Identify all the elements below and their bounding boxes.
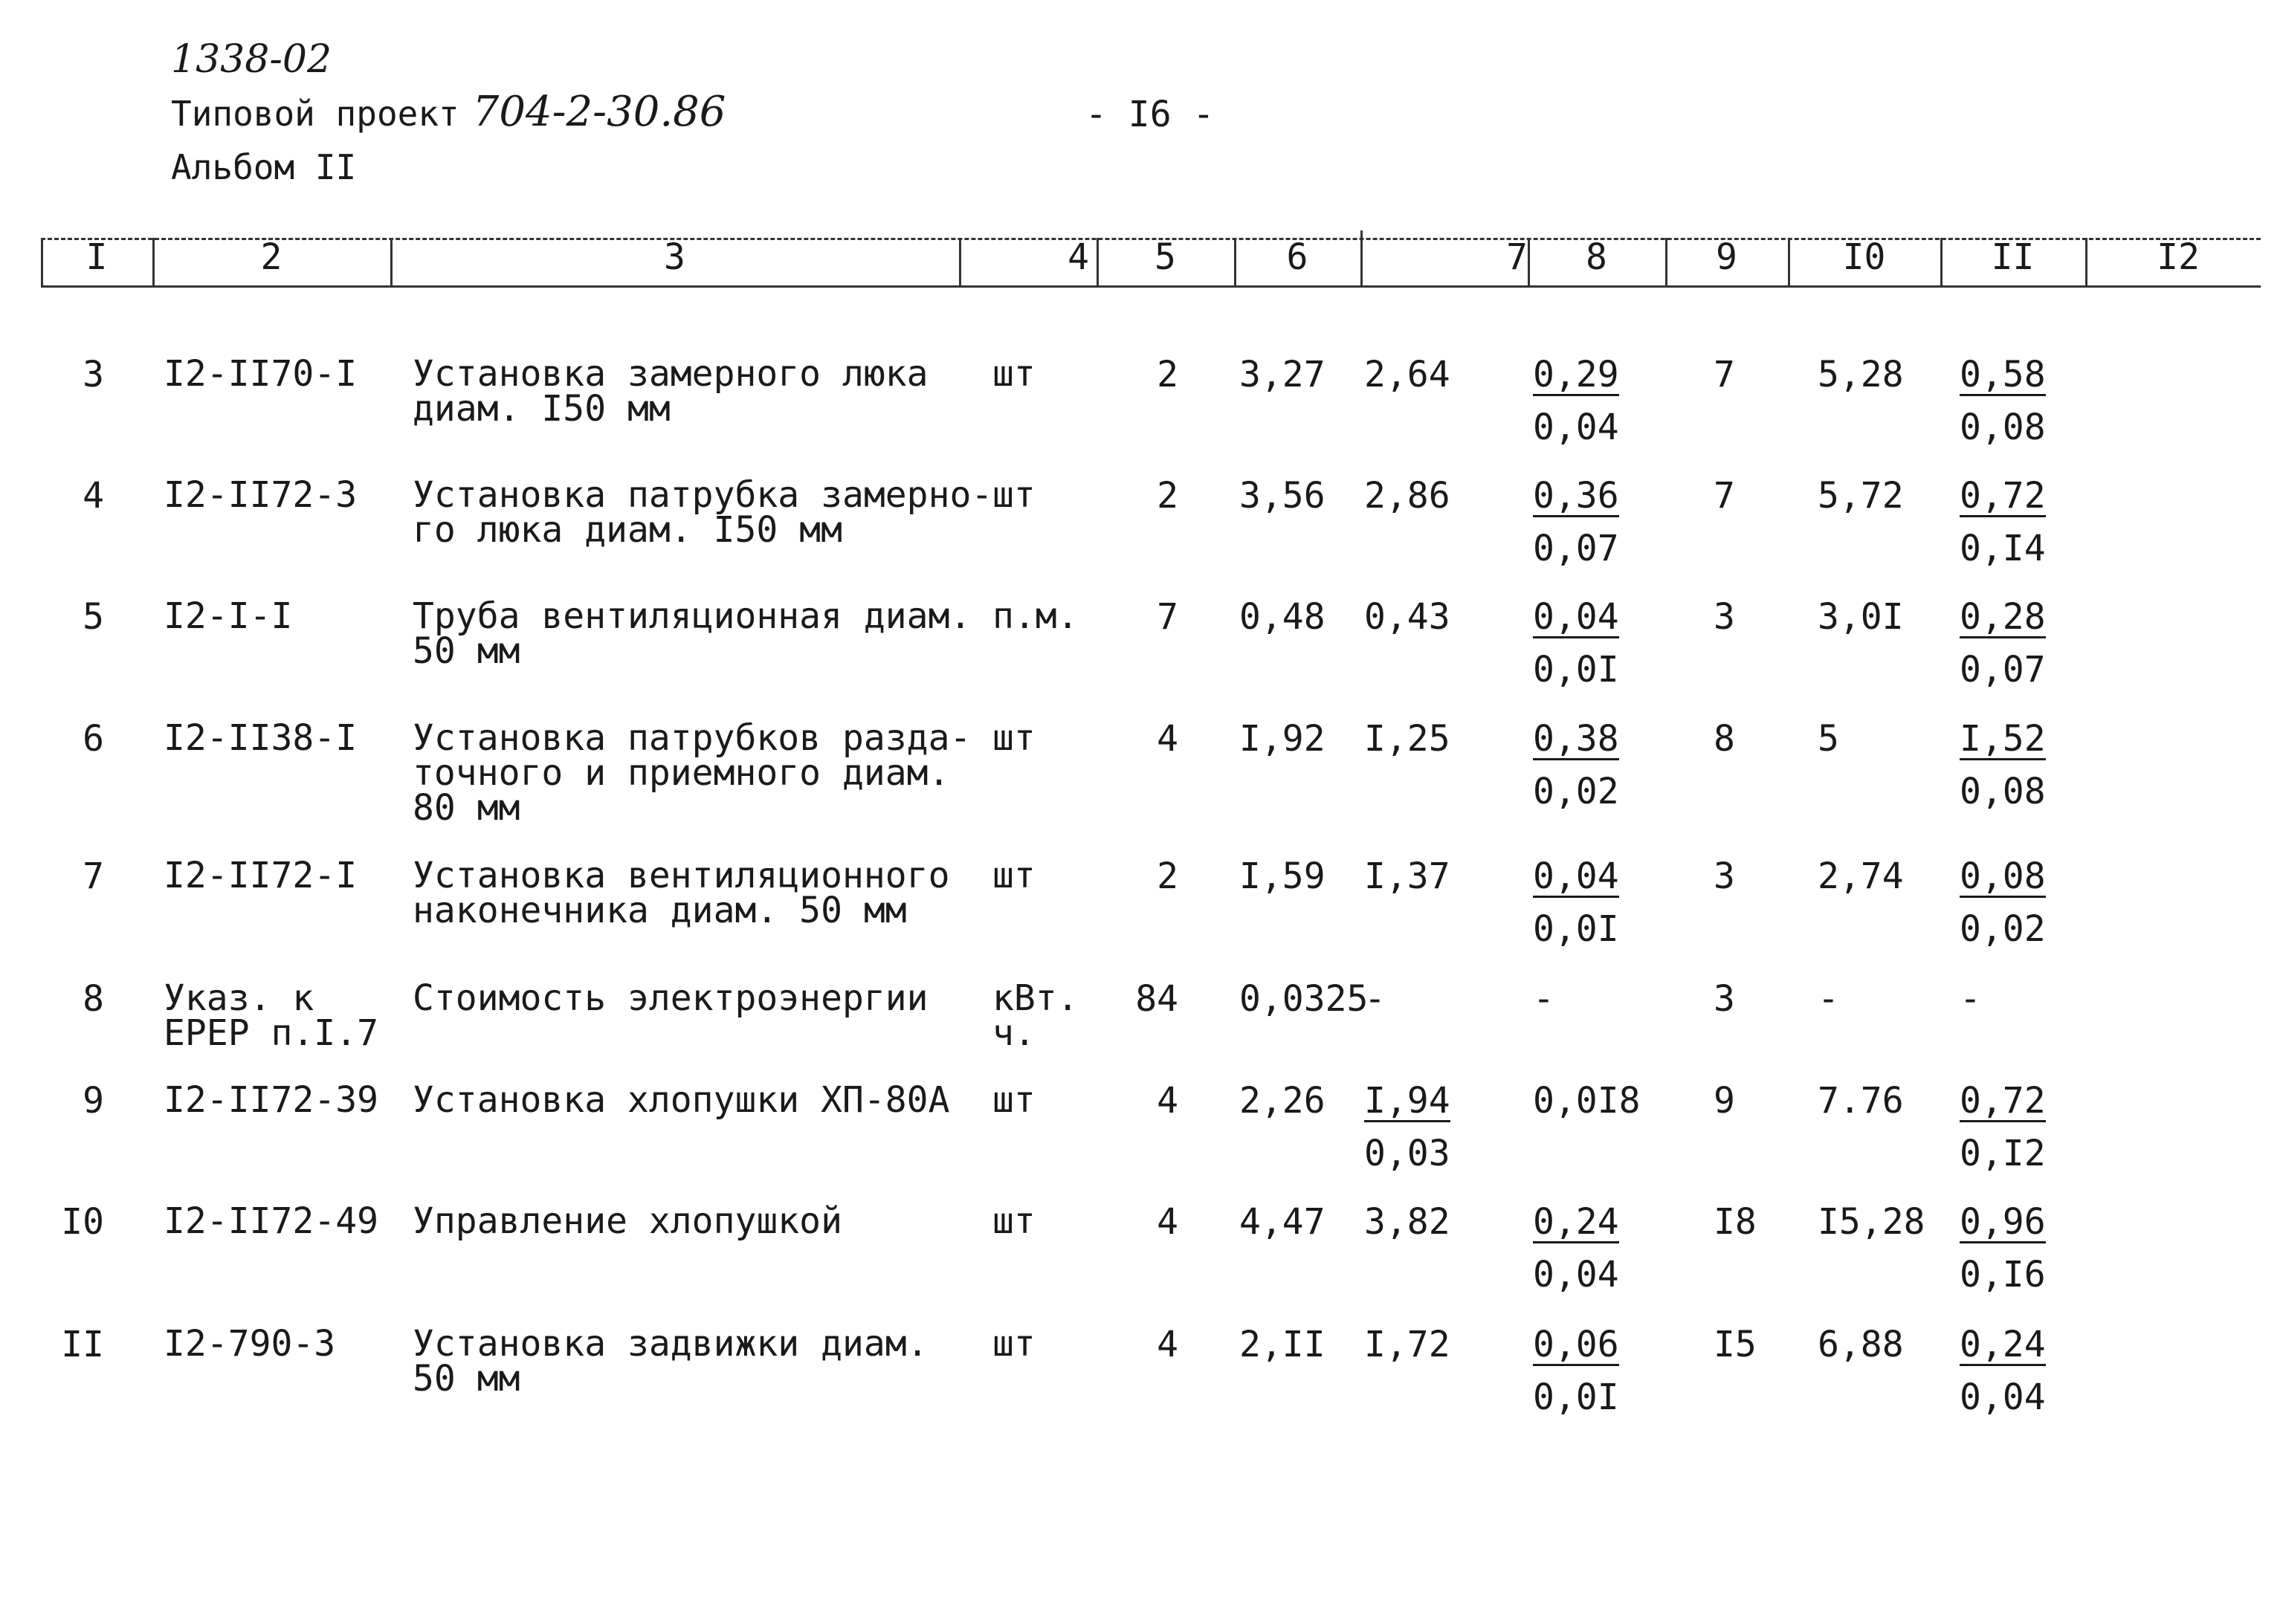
work-description: Установка хлопушки ХП-80А bbox=[413, 1079, 950, 1121]
column-8-top: 0,24 bbox=[1533, 1201, 1619, 1243]
column-7-top: 2,86 bbox=[1364, 475, 1450, 517]
work-description: Установка патрубков разда- точного и приемного диам. 80 мм bbox=[413, 717, 972, 829]
page-number: - I6 - bbox=[1085, 94, 1215, 135]
column-8-top: - bbox=[1533, 978, 1554, 1020]
column-number-4: 4 bbox=[1068, 236, 1089, 278]
column-11-top: I,52 bbox=[1960, 718, 2046, 760]
column-11-top: 0,28 bbox=[1960, 596, 2046, 638]
column-8-value bbox=[1533, 354, 1619, 448]
column-11-value bbox=[1960, 596, 2046, 690]
column-11-top: 0,08 bbox=[1960, 855, 2046, 897]
quantity: 2 bbox=[1157, 354, 1178, 395]
unit: шт bbox=[992, 474, 1036, 516]
quantity: 4 bbox=[1157, 1201, 1178, 1243]
unit-cost: 3,56 bbox=[1239, 475, 1325, 517]
unit: кВт. ч. bbox=[992, 977, 1079, 1054]
column-8-bottom: 0,0I bbox=[1533, 1376, 1619, 1418]
quantity: 84 bbox=[1135, 978, 1178, 1020]
column-9-value: I5 bbox=[1714, 1324, 1757, 1365]
column-11-bottom: 0,02 bbox=[1960, 908, 2046, 950]
work-description: Установка патрубка замерно- го люка диам. I50 мм bbox=[413, 474, 993, 551]
total-cost: 5 bbox=[1818, 718, 1839, 760]
column-9-value: 9 bbox=[1714, 1080, 1735, 1122]
unit: шт bbox=[992, 353, 1036, 395]
column-11-top: 0,58 bbox=[1960, 354, 2046, 395]
column-7-top: - bbox=[1364, 978, 1386, 1020]
column-7-value bbox=[1364, 855, 1450, 909]
column-11-top: 0,72 bbox=[1960, 1080, 2046, 1122]
quantity: 2 bbox=[1157, 855, 1178, 897]
column-11-value bbox=[1960, 1080, 2046, 1174]
column-7-value bbox=[1364, 1080, 1450, 1174]
total-cost: - bbox=[1818, 978, 1839, 1020]
column-11-value bbox=[1960, 718, 2046, 812]
column-11-bottom: 0,I4 bbox=[1960, 528, 2046, 569]
column-11-bottom: 0,07 bbox=[1960, 649, 2046, 690]
column-number-3: 3 bbox=[664, 236, 685, 278]
unit-cost: I,92 bbox=[1239, 718, 1325, 760]
column-11-bottom: 0,I2 bbox=[1960, 1133, 2046, 1174]
total-cost: 7.76 bbox=[1818, 1080, 1904, 1122]
unit-cost: 2,II bbox=[1239, 1324, 1325, 1365]
column-11-bottom: 0,I6 bbox=[1960, 1254, 2046, 1295]
column-11-value bbox=[1960, 354, 2046, 448]
row-number: 6 bbox=[83, 718, 104, 760]
document-number: 1338-02 bbox=[171, 37, 332, 82]
row-number: 9 bbox=[83, 1080, 104, 1122]
header-bottom-rule bbox=[41, 285, 2261, 288]
total-cost: 5,28 bbox=[1818, 354, 1904, 395]
column-8-bottom: 0,04 bbox=[1533, 1254, 1619, 1295]
column-7-top: I,37 bbox=[1364, 855, 1450, 897]
column-8-value bbox=[1533, 1324, 1619, 1418]
unit-cost: 3,27 bbox=[1239, 354, 1325, 395]
norm-code: I2-II70-I bbox=[164, 353, 358, 395]
column-number-1: I bbox=[85, 236, 108, 278]
norm-code: Указ. к ЕРЕР п.I.7 bbox=[164, 977, 378, 1054]
column-8-top: 0,36 bbox=[1533, 475, 1619, 517]
column-7-top: I,94 bbox=[1364, 1080, 1450, 1122]
column-7-top: I,72 bbox=[1364, 1324, 1450, 1365]
column-8-value bbox=[1533, 718, 1619, 812]
column-number-7: 7 bbox=[1506, 236, 1528, 278]
project-line bbox=[171, 88, 726, 136]
column-11-value bbox=[1960, 855, 2046, 950]
norm-code: I2-I-I bbox=[164, 595, 293, 637]
column-7-value bbox=[1364, 718, 1450, 771]
column-number-9: 9 bbox=[1716, 236, 1737, 278]
column-8-value bbox=[1533, 978, 1554, 1032]
unit: шт bbox=[992, 1323, 1036, 1365]
column-9-value: 3 bbox=[1714, 978, 1735, 1020]
column-11-top: - bbox=[1960, 978, 1981, 1020]
work-description: Установка вентиляционного наконечника диам. 50 мм bbox=[413, 855, 950, 931]
column-7-value bbox=[1364, 1201, 1450, 1255]
column-9-value: 7 bbox=[1714, 475, 1735, 517]
column-8-value bbox=[1533, 475, 1619, 569]
column-8-bottom: 0,04 bbox=[1533, 407, 1619, 448]
column-8-top: 0,04 bbox=[1533, 855, 1619, 897]
column-number-10: I0 bbox=[1842, 236, 1886, 278]
total-cost: 6,88 bbox=[1818, 1324, 1904, 1365]
row-number: I0 bbox=[61, 1201, 104, 1243]
work-description: Труба вентиляционная диам. 50 мм bbox=[413, 595, 972, 672]
column-7-value bbox=[1364, 596, 1450, 650]
project-label: Типовой проект bbox=[171, 94, 459, 134]
row-number: 3 bbox=[83, 354, 104, 395]
unit: шт bbox=[992, 717, 1036, 759]
column-11-value bbox=[1960, 475, 2046, 569]
column-11-top: 0,24 bbox=[1960, 1324, 2046, 1365]
column-7-value bbox=[1364, 354, 1450, 407]
column-9-value: 7 bbox=[1714, 354, 1735, 395]
column-11-value bbox=[1960, 1324, 2046, 1418]
norm-code: I2-II72-3 bbox=[164, 474, 358, 516]
column-8-top: 0,06 bbox=[1533, 1324, 1619, 1365]
column-9-value: 3 bbox=[1714, 855, 1735, 897]
column-number-header bbox=[0, 223, 2283, 297]
album-label: Альбом II bbox=[171, 147, 357, 187]
column-11-top: 0,72 bbox=[1960, 475, 2046, 517]
column-8-value bbox=[1533, 855, 1619, 950]
work-description: Стоимость электроэнергии bbox=[413, 977, 929, 1019]
column-11-top: 0,96 bbox=[1960, 1201, 2046, 1243]
unit: п.м. bbox=[992, 595, 1079, 637]
column-9-value: 8 bbox=[1714, 718, 1735, 760]
unit-cost: 0,48 bbox=[1239, 596, 1325, 638]
column-7-value bbox=[1364, 978, 1386, 1032]
quantity: 4 bbox=[1157, 1324, 1178, 1365]
column-8-bottom: 0,07 bbox=[1533, 528, 1619, 569]
norm-code: I2-II38-I bbox=[164, 717, 358, 759]
column-7-top: 0,43 bbox=[1364, 596, 1450, 638]
column-number-12: I2 bbox=[2157, 236, 2200, 278]
total-cost: 3,0I bbox=[1818, 596, 1904, 638]
norm-code: I2-II72-49 bbox=[164, 1200, 378, 1242]
total-cost: I5,28 bbox=[1818, 1201, 1925, 1243]
column-number-8: 8 bbox=[1586, 236, 1607, 278]
column-9-value: 3 bbox=[1714, 596, 1735, 638]
work-description: Управление хлопушкой bbox=[413, 1200, 842, 1242]
column-8-top: 0,29 bbox=[1533, 354, 1619, 395]
column-7-top: 2,64 bbox=[1364, 354, 1450, 395]
column-8-bottom: 0,0I bbox=[1533, 649, 1619, 690]
quantity: 4 bbox=[1157, 1080, 1178, 1122]
unit-cost: 0,0325 bbox=[1239, 978, 1369, 1020]
column-8-bottom: 0,0I bbox=[1533, 908, 1619, 950]
row-number: 8 bbox=[83, 978, 104, 1020]
row-number: II bbox=[61, 1324, 104, 1365]
row-number: 7 bbox=[83, 855, 104, 897]
column-11-bottom: 0,08 bbox=[1960, 407, 2046, 448]
column-11-bottom: 0,08 bbox=[1960, 771, 2046, 812]
total-cost: 2,74 bbox=[1818, 855, 1904, 897]
column-number-5: 5 bbox=[1155, 236, 1176, 278]
column-number-2: 2 bbox=[260, 236, 282, 278]
total-cost: 5,72 bbox=[1818, 475, 1904, 517]
column-8-top: 0,38 bbox=[1533, 718, 1619, 760]
column-7-value bbox=[1364, 1324, 1450, 1377]
column-7-value bbox=[1364, 475, 1450, 528]
column-11-value bbox=[1960, 1201, 2046, 1295]
column-8-value bbox=[1533, 596, 1619, 690]
column-11-value bbox=[1960, 978, 1981, 1032]
quantity: 7 bbox=[1157, 596, 1178, 638]
row-number: 4 bbox=[83, 475, 104, 517]
column-number-11: II bbox=[1991, 236, 2035, 278]
norm-code: I2-II72-39 bbox=[164, 1079, 378, 1121]
column-7-top: 3,82 bbox=[1364, 1201, 1450, 1243]
column-8-value bbox=[1533, 1201, 1619, 1295]
work-description: Установка замерного люка диам. I50 мм bbox=[413, 353, 929, 430]
column-11-bottom: 0,04 bbox=[1960, 1376, 2046, 1418]
project-code: 704-2-30.86 bbox=[472, 88, 726, 136]
unit: шт bbox=[992, 1200, 1036, 1242]
column-8-top: 0,0I8 bbox=[1533, 1080, 1641, 1122]
quantity: 4 bbox=[1157, 718, 1178, 760]
unit: шт bbox=[992, 855, 1036, 896]
work-description: Установка задвижки диам. 50 мм bbox=[413, 1323, 929, 1400]
column-8-value bbox=[1533, 1080, 1641, 1133]
column-7-bottom: 0,03 bbox=[1364, 1133, 1450, 1174]
column-7-top: I,25 bbox=[1364, 718, 1450, 760]
quantity: 2 bbox=[1157, 475, 1178, 517]
unit: шт bbox=[992, 1079, 1036, 1121]
column-number-6: 6 bbox=[1286, 236, 1308, 278]
unit-cost: 2,26 bbox=[1239, 1080, 1325, 1122]
row-number: 5 bbox=[83, 596, 104, 638]
norm-code: I2-II72-I bbox=[164, 855, 358, 896]
norm-code: I2-790-3 bbox=[164, 1323, 336, 1365]
column-8-bottom: 0,02 bbox=[1533, 771, 1619, 812]
column-8-top: 0,04 bbox=[1533, 596, 1619, 638]
column-9-value: I8 bbox=[1714, 1201, 1757, 1243]
unit-cost: 4,47 bbox=[1239, 1201, 1325, 1243]
unit-cost: I,59 bbox=[1239, 855, 1325, 897]
